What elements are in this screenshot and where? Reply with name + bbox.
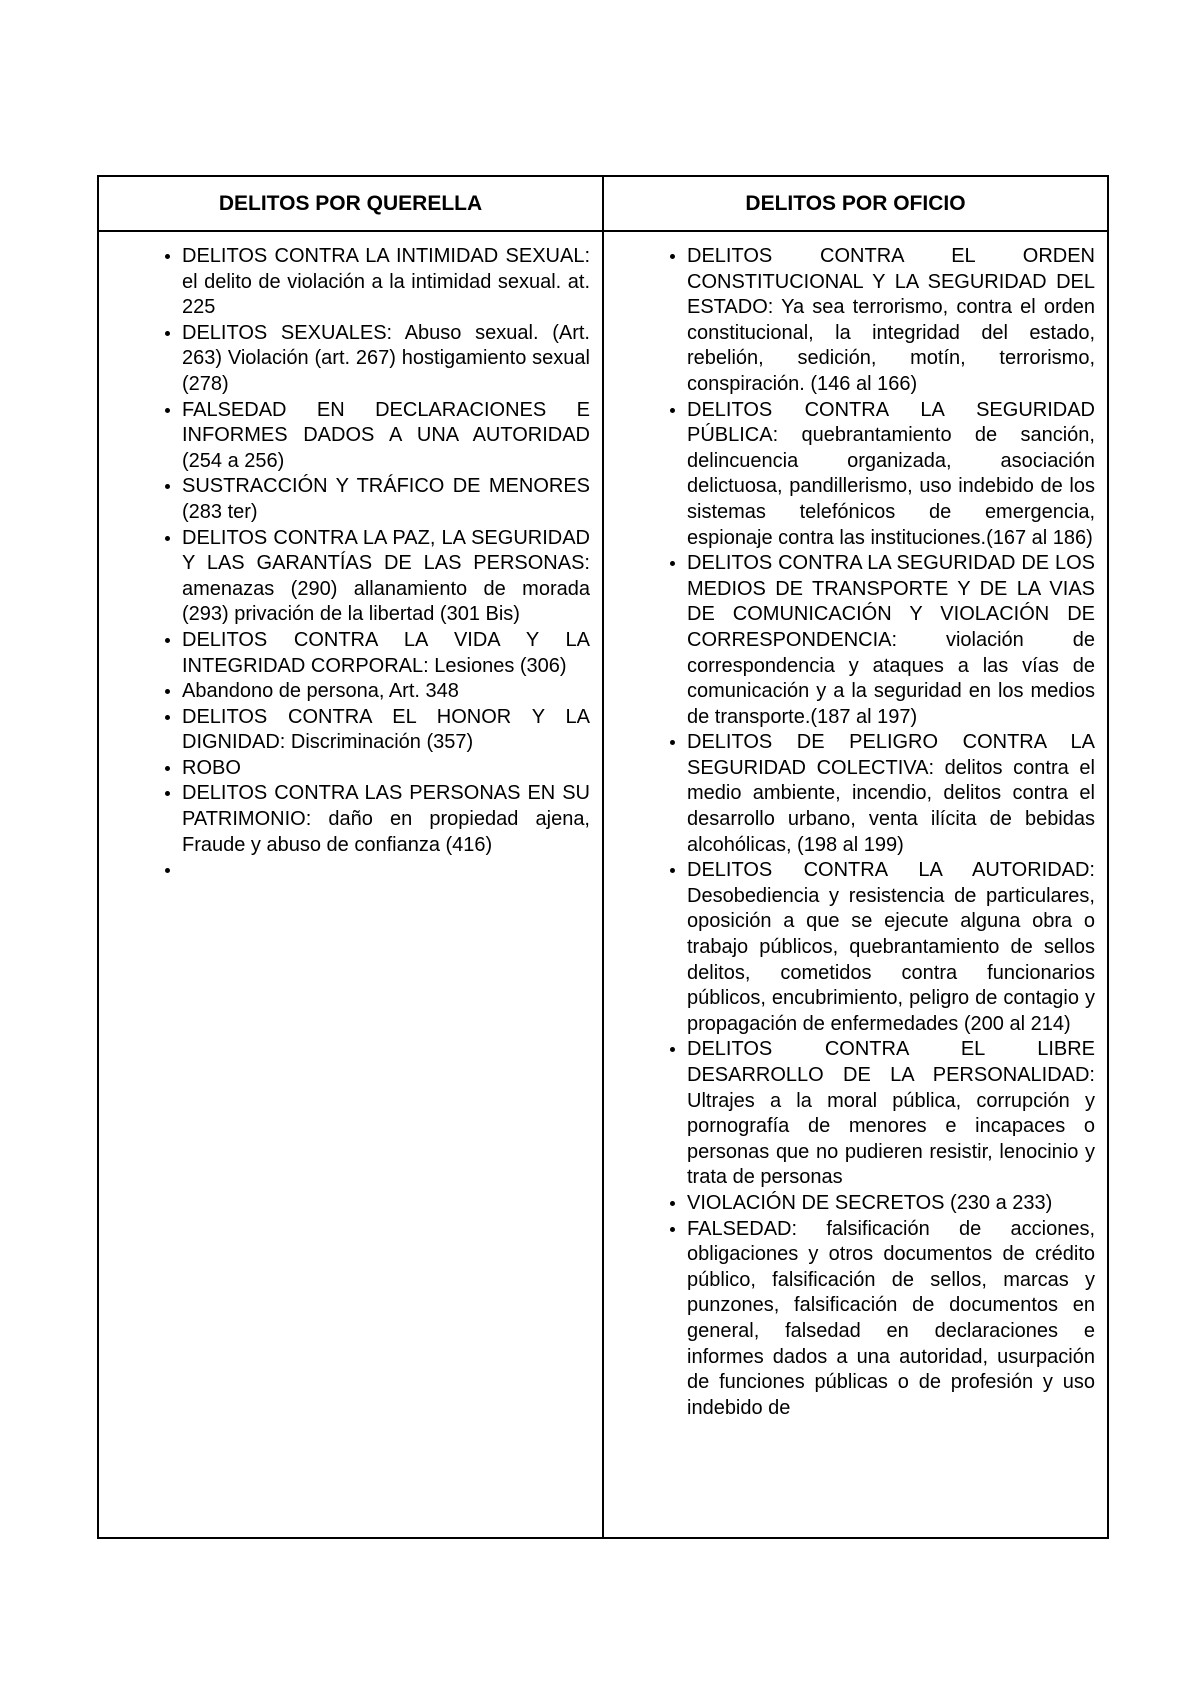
oficio-column — [604, 232, 1107, 1537]
oficio-list — [604, 232, 1107, 1421]
list-item: • DELITOS CONTRA LA SEGURIDAD DE LOS MEDIOS DE TRANSPORTE Y DE LA VIAS DE COMUNICACIÓN Y VIOLACIÓN DE CORRESPONDENCIA: violación de correspondencia y ataques a las vías de comunicación y a la seguridad en los medios de transporte.(187 al 197) — [687, 551, 1095, 730]
list-item: • DELITOS CONTRA EL ORDEN CONSTITUCIONAL Y LA SEGURIDAD DEL ESTADO: Ya sea terrorismo, contra el orden constitucional, la integridad del estado, rebelión, sedición, motín, terrorismo, conspiración. (146 al 166) — [687, 244, 1095, 398]
list-item: • DELITOS CONTRA LA AUTORIDAD: Desobediencia y resistencia de particulares, oposición a que se ejecute alguna obra o trabajo públicos, quebrantamiento de sellos delitos, cometidos contra funcionarios públicos, encubrimiento, peligro de contagio y propagación de enfermedades (200 al 214) — [687, 858, 1095, 1037]
list-item: • DELITOS CONTRA LAS PERSONAS EN SU PATRIMONIO: daño en propiedad ajena, Fraude y abuso de confianza (416) — [182, 781, 590, 858]
list-item: • DELITOS CONTRA LA INTIMIDAD SEXUAL: el delito de violación a la intimidad sexual. at. 225 — [182, 244, 590, 321]
list-item: • Abandono de persona, Art. 348 — [182, 679, 590, 705]
list-item: • SUSTRACCIÓN Y TRÁFICO DE MENORES (283 ter) — [182, 474, 590, 525]
querella-list — [99, 232, 602, 884]
list-item: • DELITOS CONTRA LA SEGURIDAD PÚBLICA: quebrantamiento de sanción, delincuencia organizada, asociación delictuosa, pandillerismo, uso indebido de los sistemas telefónicos de emergencia, espionaje contra las instituciones.(167 al 186) — [687, 398, 1095, 552]
header-oficio: DELITOS POR OFICIO — [604, 177, 1107, 232]
list-item: • FALSEDAD: falsificación de acciones, obligaciones y otros documentos de crédito público, falsificación de sellos, marcas y punzones, falsificación de documentos en general, falsedad en declaraciones e informes dados a una autoridad, usurpación de funciones públicas o de profesión y uso indebido de — [687, 1217, 1095, 1422]
list-item: • VIOLACIÓN DE SECRETOS (230 a 233) — [687, 1191, 1095, 1217]
querella-column — [99, 232, 604, 1537]
list-item: • DELITOS SEXUALES: Abuso sexual. (Art. 263) Violación (art. 267) hostigamiento sexual (278) — [182, 321, 590, 398]
crimes-table — [97, 175, 1109, 1539]
list-item: • DELITOS CONTRA EL HONOR Y LA DIGNIDAD: Discriminación (357) — [182, 705, 590, 756]
list-item: • DELITOS CONTRA LA VIDA Y LA INTEGRIDAD CORPORAL: Lesiones (306) — [182, 628, 590, 679]
list-item: • DELITOS CONTRA EL LIBRE DESARROLLO DE LA PERSONALIDAD: Ultrajes a la moral pública, corrupción y pornografía de menores e incapaces o personas que no pudieren resistir, lenocinio y trata de personas — [687, 1037, 1095, 1191]
list-item: • FALSEDAD EN DECLARACIONES E INFORMES DADOS A UNA AUTORIDAD (254 a 256) — [182, 398, 590, 475]
header-querella: DELITOS POR QUERELLA — [99, 177, 604, 232]
list-item: • DELITOS DE PELIGRO CONTRA LA SEGURIDAD COLECTIVA: delitos contra el medio ambiente, incendio, delitos contra el desarrollo urbano, venta ilícita de bebidas alcohólicas, (198 al 199) — [687, 730, 1095, 858]
list-item: • ROBO — [182, 756, 590, 782]
list-item: • DELITOS CONTRA LA PAZ, LA SEGURIDAD Y LAS GARANTÍAS DE LAS PERSONAS: amenazas (290) allanamiento de morada (293) privación de la libertad (301 Bis) — [182, 526, 590, 628]
list-item-empty — [182, 858, 590, 884]
